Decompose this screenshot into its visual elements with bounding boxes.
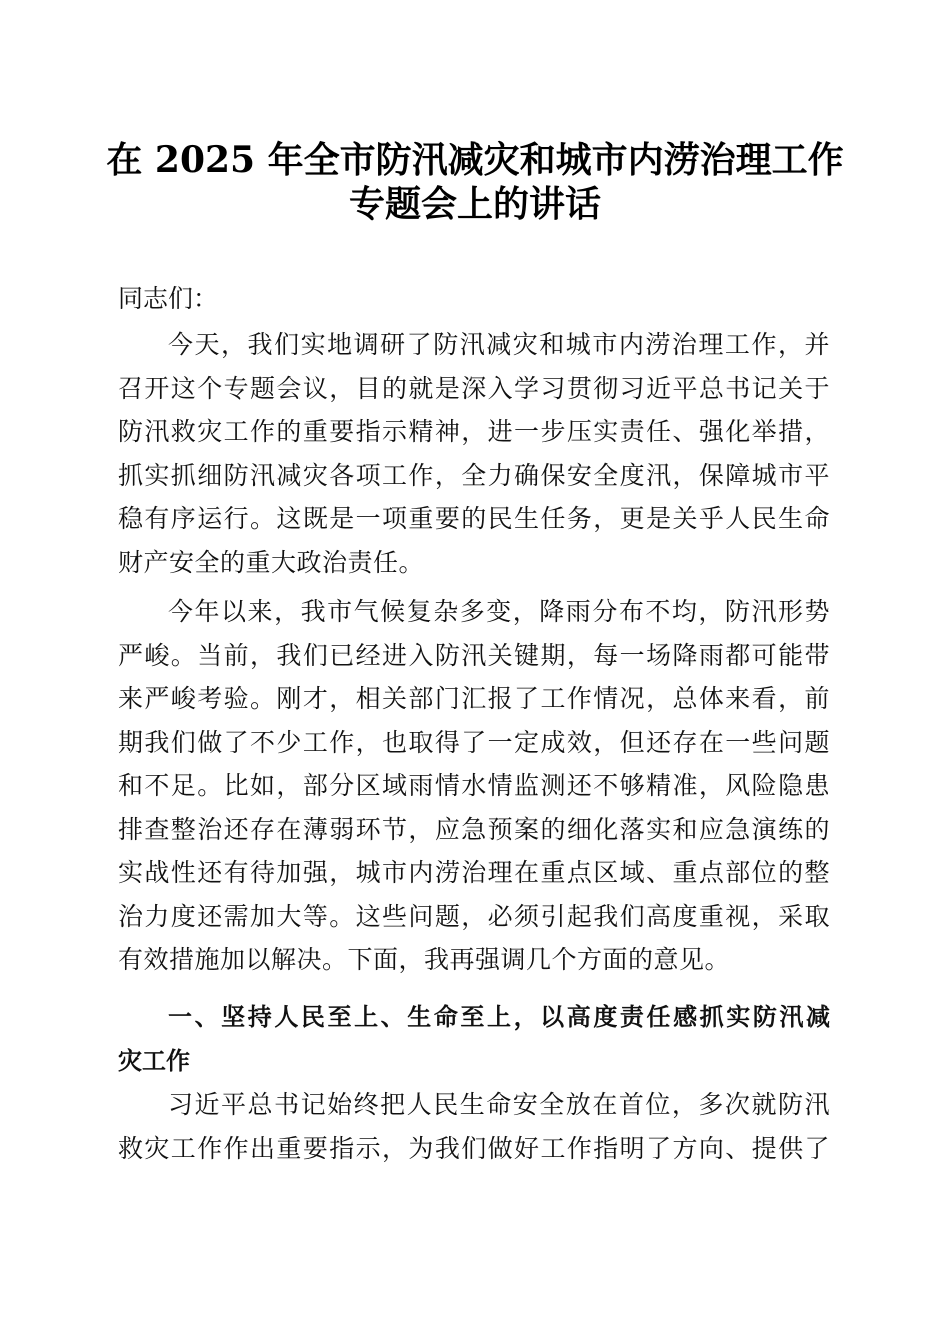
paragraph-line: 治力度还需加大等。这些问题，必须引起我们高度重视，采取 bbox=[118, 901, 830, 931]
paragraph-line: 财产安全的重大政治责任。 bbox=[118, 547, 425, 577]
paragraph-3 bbox=[118, 1083, 830, 1170]
paragraph-line: 召开这个专题会议，目的就是深入学习贯彻习近平总书记关于 bbox=[118, 373, 830, 403]
section-heading-1 bbox=[118, 996, 830, 1083]
greeting: 同志们： bbox=[118, 284, 219, 313]
paragraph-line: 有效措施加以解决。下面，我再强调几个方面的意见。 bbox=[118, 945, 731, 974]
paragraph-line: 和不足。比如，部分区域雨情水情监测还不够精准，风险隐患 bbox=[118, 771, 830, 800]
paragraph-line: 稳有序运行。这既是一项重要的民生任务，更是关乎人民生命 bbox=[118, 504, 830, 533]
paragraph-line: 今年以来，我市气候复杂多变，降雨分布不均，防汛形势 bbox=[168, 597, 830, 626]
heading-line: 一、坚持人民至上、生命至上，以高度责任感抓实防汛减 bbox=[168, 1003, 830, 1031]
paragraph-line: 期我们做了不少工作，也取得了一定成效，但还存在一些问题 bbox=[118, 727, 830, 757]
paragraph-line: 来严峻考验。刚才，相关部门汇报了工作情况，总体来看，前 bbox=[118, 684, 830, 713]
paragraph-2 bbox=[118, 590, 830, 982]
document-title-line-2: 专题会上的讲话 bbox=[348, 183, 601, 225]
paragraph-line: 排查整治还存在薄弱环节，应急预案的细化落实和应急演练的 bbox=[118, 814, 830, 844]
heading-line: 灾工作 bbox=[118, 1046, 190, 1075]
paragraph-line: 实战性还有待加强，城市内涝治理在重点区域、重点部位的整 bbox=[118, 858, 830, 887]
paragraph-line: 严峻。当前，我们已经进入防汛关键期，每一场降雨都可能带 bbox=[118, 640, 830, 670]
paragraph-line: 今天，我们实地调研了防汛减灾和城市内涝治理工作，并 bbox=[168, 330, 830, 359]
paragraph-line: 救灾工作作出重要指示，为我们做好工作指明了方向、提供了 bbox=[118, 1133, 830, 1163]
document-title-line-1: 在 2025 年全市防汛减灾和城市内涝治理工作 bbox=[106, 139, 844, 181]
paragraph-line: 抓实抓细防汛减灾各项工作，全力确保安全度汛，保障城市平 bbox=[118, 460, 830, 490]
paragraph-line: 习近平总书记始终把人民生命安全放在首位，多次就防汛 bbox=[168, 1090, 830, 1119]
paragraph-line: 防汛救灾工作的重要指示精神，进一步压实责任、强化举措， bbox=[118, 417, 830, 446]
paragraph-1 bbox=[118, 323, 830, 584]
